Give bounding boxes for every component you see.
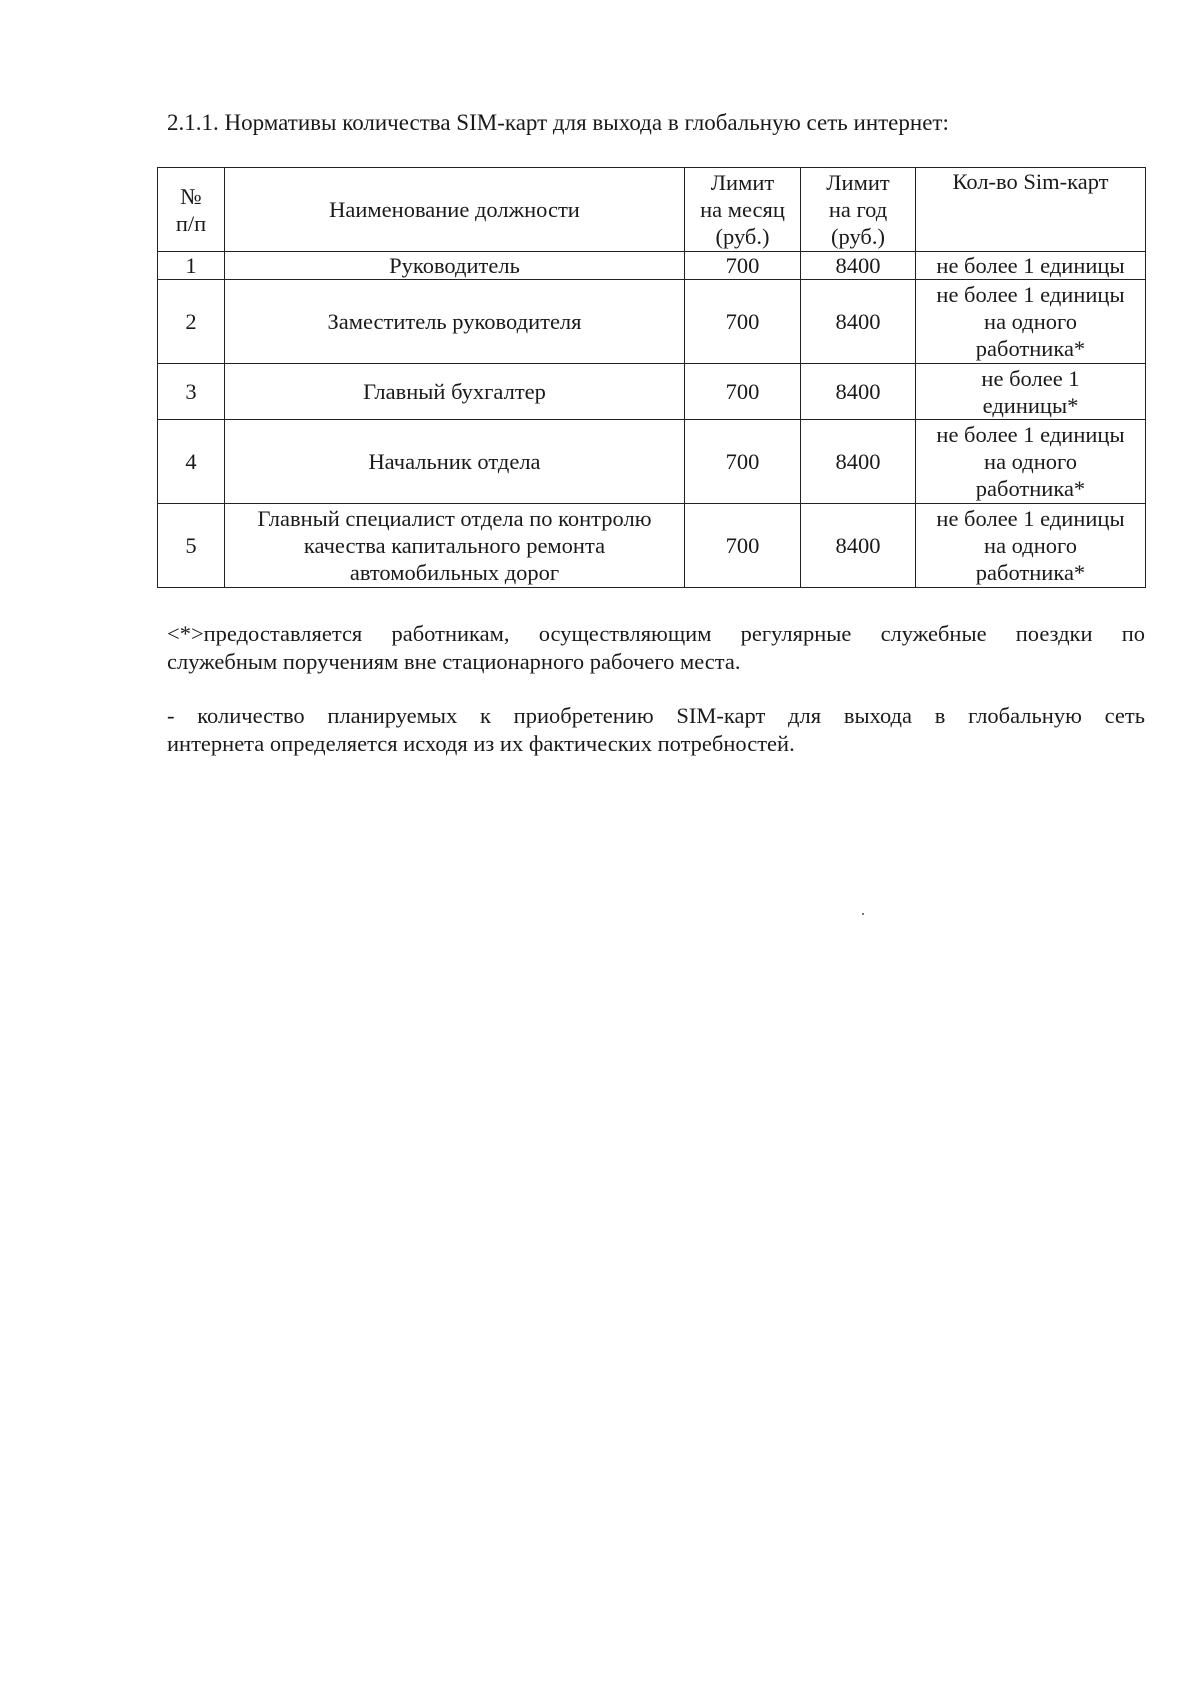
cell-sim-count: не более 1 единицы на одного работника* (916, 420, 1146, 504)
cell-year-limit: 8400 (801, 280, 916, 364)
cell-year-limit: 8400 (801, 252, 916, 280)
cell-month-limit: 700 (685, 504, 801, 588)
cell-position-name: Главный бухгалтер (225, 364, 685, 420)
note-paragraph (167, 702, 1145, 758)
cell-position-name: Главный специалист отдела по контролю качества капитального ремонта автомобильных дорог (225, 504, 685, 588)
cell-year-limit: 8400 (801, 504, 916, 588)
header-sim-count: Кол-во Sim-карт (916, 168, 1146, 252)
cell-position-name: Руководитель (225, 252, 685, 280)
table-row (158, 252, 1146, 280)
cell-sim-count: не более 1 единицы* (916, 364, 1146, 420)
note-line: интернета определяется исходя из их фактических потребностей. (167, 731, 795, 756)
header-number: № п/п (158, 168, 225, 252)
footnote-paragraph (167, 620, 1145, 676)
cell-position-name: Начальник отдела (225, 420, 685, 504)
table-row (158, 420, 1146, 504)
cell-month-limit: 700 (685, 280, 801, 364)
footnote-line: служебным поручениям вне стационарного рабочего места. (167, 649, 741, 674)
table-row (158, 364, 1146, 420)
table-row (158, 280, 1146, 364)
sim-norms-table (157, 167, 1146, 588)
cell-sim-count: не более 1 единицы на одного работника* (916, 504, 1146, 588)
cell-position-name: Заместитель руководителя (225, 280, 685, 364)
cell-year-limit: 8400 (801, 364, 916, 420)
table-header-row (158, 168, 1146, 252)
cell-month-limit: 700 (685, 364, 801, 420)
note-line: - количество планируемых к приобретению SIM-карт для выхода в глобальную сеть (167, 703, 1145, 728)
cell-number: 2 (158, 280, 225, 364)
cell-sim-count: не более 1 единицы на одного работника* (916, 280, 1146, 364)
cell-number: 4 (158, 420, 225, 504)
cell-month-limit: 700 (685, 252, 801, 280)
header-month-limit: Лимит на месяц (руб.) (685, 168, 801, 252)
cell-sim-count: не более 1 единицы (916, 252, 1146, 280)
cell-year-limit: 8400 (801, 420, 916, 504)
cell-number: 1 (158, 252, 225, 280)
scan-speck (862, 913, 864, 915)
cell-number: 5 (158, 504, 225, 588)
cell-number: 3 (158, 364, 225, 420)
table-row (158, 504, 1146, 588)
footnote-line: <*>предоставляется работникам, осуществляющим регулярные служебные поездки по (167, 621, 1145, 646)
header-year-limit: Лимит на год (руб.) (801, 168, 916, 252)
header-position-name: Наименование должности (225, 168, 685, 252)
section-heading: 2.1.1. Нормативы количества SIM-карт для выхода в глобальную сеть интернет: (167, 110, 949, 135)
cell-month-limit: 700 (685, 420, 801, 504)
